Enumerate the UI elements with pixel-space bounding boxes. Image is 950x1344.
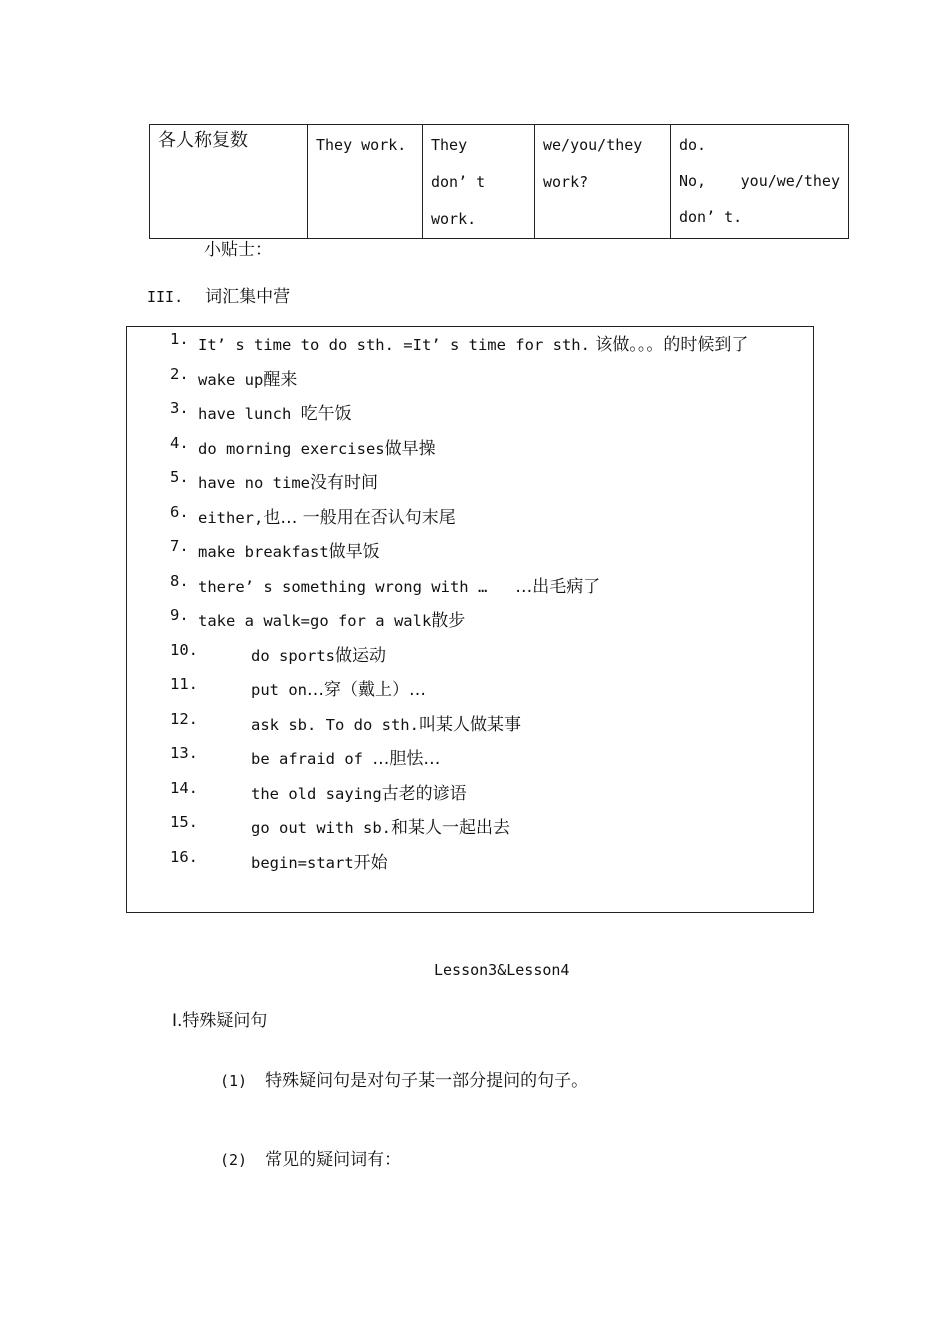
chinese-meaning: 做运动 bbox=[335, 645, 386, 666]
point-number: (2) bbox=[220, 1151, 248, 1169]
table-cell-negative: They don’ t work. bbox=[423, 125, 535, 239]
list-item-body bbox=[251, 848, 388, 873]
list-item-body bbox=[198, 434, 436, 459]
list-item-body bbox=[251, 813, 510, 838]
list-item-number: 13. bbox=[170, 744, 198, 762]
english-phrase: make breakfast bbox=[198, 543, 329, 561]
list-item-number: 7. bbox=[170, 537, 189, 555]
list-item-body bbox=[198, 468, 378, 493]
list-item-number: 10. bbox=[170, 640, 198, 659]
list-item-number: 6. bbox=[170, 502, 189, 521]
english-phrase: ask sb. To do sth. bbox=[251, 715, 419, 734]
english-phrase: It’ s time to do sth. =It’ s time for sth. bbox=[198, 336, 590, 354]
section-heading-vocabulary bbox=[147, 282, 290, 307]
list-item-number: 16. bbox=[170, 847, 198, 866]
english-phrase: have lunch bbox=[198, 405, 301, 423]
chinese-meaning: 该做。。。的时候到了 bbox=[589, 335, 749, 355]
section-number: III. bbox=[147, 288, 184, 306]
list-item-number: 9. bbox=[170, 606, 189, 624]
list-item-body bbox=[198, 330, 748, 355]
list-item-number: 4. bbox=[170, 433, 189, 452]
list-item-number: 12. bbox=[170, 709, 198, 728]
chinese-meaning: …穿（戴上）… bbox=[307, 680, 426, 700]
point-text: 特殊疑问句是对句子某一部分提问的句子。 bbox=[265, 1071, 589, 1091]
table-cell-affirmative: They work. bbox=[308, 125, 423, 239]
section-heading-wh-questions: I.特殊疑问句 bbox=[172, 1011, 268, 1031]
list-item-body bbox=[198, 365, 297, 390]
section-title: 词汇集中营 bbox=[205, 287, 291, 307]
chinese-meaning: …出毛病了 bbox=[515, 576, 601, 597]
list-item-body bbox=[198, 503, 456, 528]
chinese-meaning: 醒来 bbox=[263, 369, 298, 390]
english-phrase: do morning exercises bbox=[198, 439, 385, 458]
table-cell-answer: do. No, you/we/they don’ t. bbox=[671, 125, 849, 239]
table-cell-question: we/you/they work? bbox=[535, 125, 671, 239]
chinese-meaning: 没有时间 bbox=[309, 473, 378, 493]
list-item-number: 3. bbox=[170, 399, 189, 417]
english-phrase: take a walk=go for a walk bbox=[198, 612, 432, 630]
list-item-number: 14. bbox=[170, 778, 198, 797]
point-number: (1) bbox=[220, 1072, 248, 1090]
list-item-body bbox=[251, 710, 521, 735]
chinese-meaning: 做早饭 bbox=[328, 542, 380, 562]
english-phrase: the old saying bbox=[251, 784, 382, 803]
grammar-table bbox=[149, 124, 849, 239]
list-item-number: 15. bbox=[170, 813, 198, 831]
list-item-body bbox=[198, 399, 352, 424]
english-phrase: go out with sb. bbox=[251, 819, 391, 837]
list-item-body bbox=[251, 675, 426, 700]
lesson-title: Lesson3&Lesson4 bbox=[434, 961, 570, 979]
english-phrase: have no time bbox=[198, 474, 310, 492]
point-text: 常见的疑问词有： bbox=[265, 1150, 402, 1170]
tip-label: 小贴士： bbox=[204, 240, 272, 260]
list-item-number: 11. bbox=[170, 675, 198, 693]
english-phrase: there’ s something wrong with … bbox=[198, 577, 516, 596]
list-item-body bbox=[198, 572, 600, 597]
list-item-body bbox=[251, 744, 440, 769]
english-phrase: begin=start bbox=[251, 853, 354, 872]
list-item-body bbox=[251, 779, 467, 804]
list-item-number: 2. bbox=[170, 364, 189, 383]
list-item-number: 5. bbox=[170, 468, 189, 486]
chinese-meaning: 开始 bbox=[353, 852, 388, 873]
chinese-meaning: 叫某人做某事 bbox=[418, 714, 521, 735]
english-phrase: be afraid of bbox=[251, 750, 373, 768]
list-item-number: 8. bbox=[170, 571, 189, 590]
list-item-body bbox=[198, 537, 380, 562]
point-item bbox=[220, 1145, 401, 1170]
table-row bbox=[150, 125, 849, 239]
chinese-meaning: 古老的谚语 bbox=[381, 783, 467, 804]
chinese-meaning: 散步 bbox=[431, 611, 466, 631]
chinese-meaning: 吃午饭 bbox=[300, 404, 352, 424]
vocabulary-box bbox=[126, 326, 814, 913]
table-cell-person: 各人称复数 bbox=[150, 125, 308, 239]
english-phrase: either, bbox=[198, 508, 264, 527]
list-item-body bbox=[251, 641, 386, 666]
english-phrase: do sports bbox=[251, 646, 335, 665]
point-item bbox=[220, 1066, 588, 1091]
list-item-number: 1. bbox=[170, 330, 189, 348]
chinese-meaning: …胆怯… bbox=[372, 749, 441, 769]
chinese-meaning: 做早操 bbox=[384, 438, 436, 459]
english-phrase: put on bbox=[251, 681, 307, 699]
chinese-meaning: 也… 一般用在否认句末尾 bbox=[263, 507, 456, 528]
list-item-body bbox=[198, 606, 465, 631]
english-phrase: wake up bbox=[198, 370, 264, 389]
chinese-meaning: 和某人一起出去 bbox=[390, 818, 510, 838]
